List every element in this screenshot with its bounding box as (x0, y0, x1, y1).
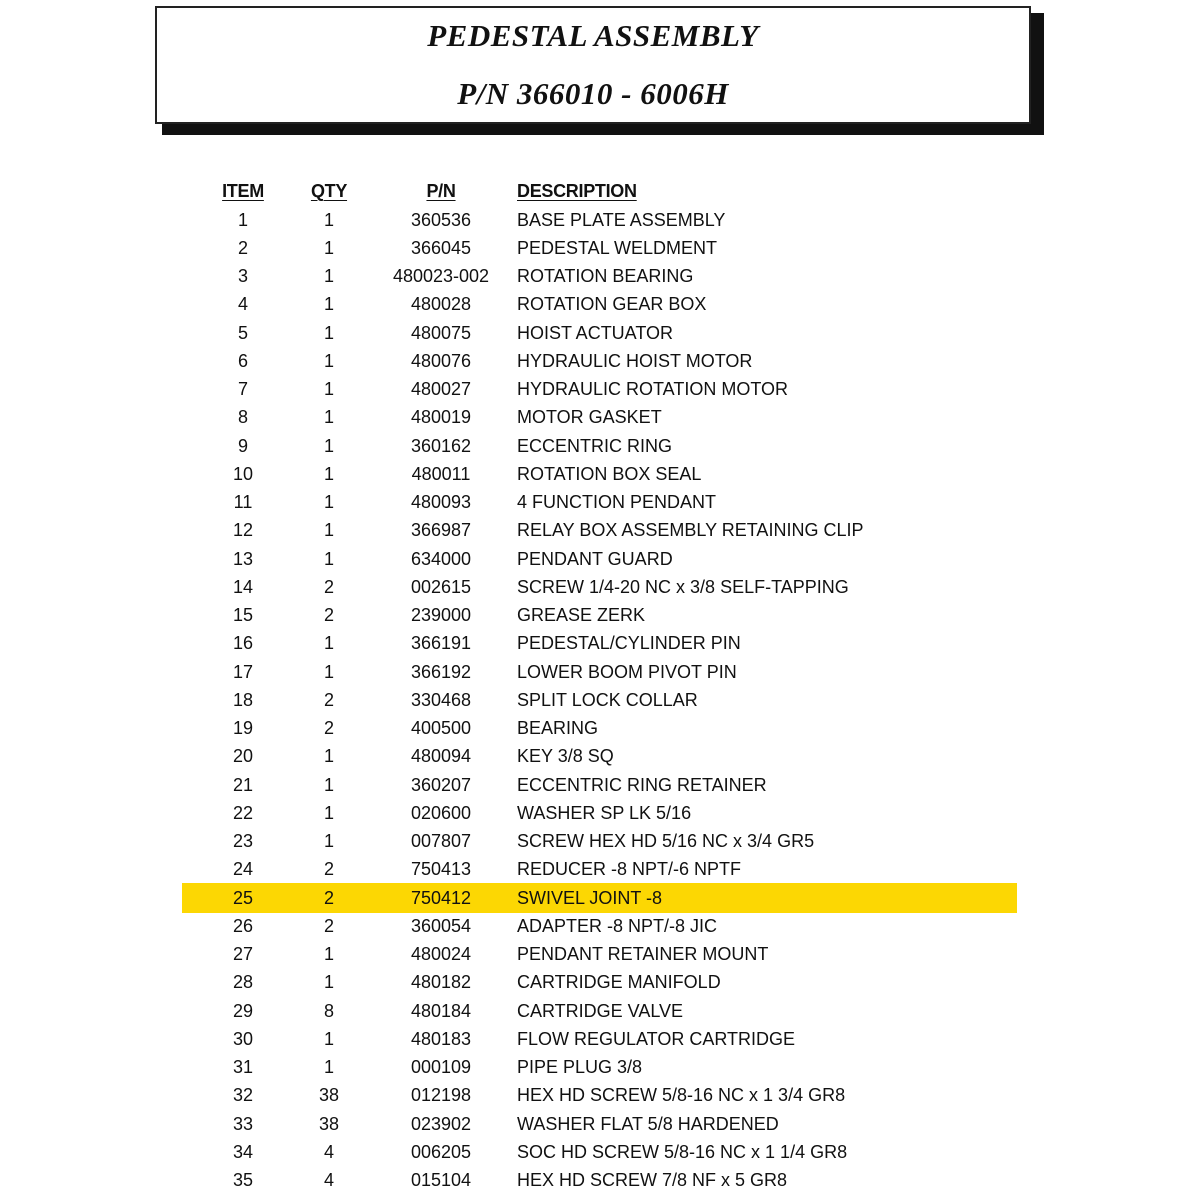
cell-item: 18 (232, 689, 254, 710)
cell-item: 21 (232, 774, 254, 795)
cell-pn: 366192 (410, 661, 472, 682)
cell-pn: 023902 (410, 1113, 472, 1134)
table-row (0, 912, 1200, 940)
table-row (0, 940, 1200, 968)
cell-pn: 750413 (410, 859, 472, 880)
cell-description: ADAPTER -8 NPT/-8 JIC (517, 915, 718, 936)
table-row (0, 771, 1200, 799)
cell-description: RELAY BOX ASSEMBLY RETAINING CLIP (517, 520, 864, 541)
cell-description: HEX HD SCREW 5/8-16 NC x 1 3/4 GR8 (517, 1085, 846, 1106)
table-row (0, 658, 1200, 686)
header-qty: QTY (310, 181, 348, 201)
table-row (0, 262, 1200, 290)
cell-item: 24 (232, 859, 254, 880)
table-row (0, 1138, 1200, 1166)
cell-pn: 480075 (410, 322, 472, 343)
cell-qty: 1 (323, 1028, 334, 1049)
table-row (0, 1081, 1200, 1109)
cell-item: 12 (232, 520, 254, 541)
cell-pn: 750412 (410, 887, 472, 908)
cell-pn: 012198 (410, 1085, 472, 1106)
table-row (0, 601, 1200, 629)
cell-pn: 480076 (410, 350, 472, 371)
table-row-highlighted (0, 884, 1200, 912)
cell-pn: 400500 (410, 718, 472, 738)
cell-item: 2 (237, 237, 248, 258)
page-title: PEDESTAL ASSEMBLY (427, 18, 759, 53)
cell-description: WASHER SP LK 5/16 (517, 802, 692, 823)
cell-item: 13 (232, 548, 254, 569)
part-number-title: P/N 366010 - 6006H (457, 76, 729, 111)
cell-item: 30 (232, 1028, 254, 1049)
cell-item: 32 (232, 1085, 254, 1106)
cell-description: WASHER FLAT 5/8 HARDENED (517, 1113, 779, 1134)
cell-pn: 480027 (410, 379, 472, 399)
cell-qty: 2 (323, 689, 334, 710)
cell-item: 19 (232, 718, 254, 738)
table-row (0, 545, 1200, 573)
cell-item: 11 (233, 492, 253, 512)
table-row (0, 206, 1200, 234)
cell-item: 35 (232, 1170, 254, 1190)
cell-description: SPLIT LOCK COLLAR (517, 689, 698, 710)
cell-item: 3 (237, 266, 248, 286)
cell-pn: 000109 (410, 1057, 472, 1077)
cell-pn: 480028 (410, 294, 472, 315)
cell-pn: 015104 (410, 1170, 472, 1190)
table-row (0, 1053, 1200, 1081)
cell-description: 4 FUNCTION PENDANT (517, 492, 717, 512)
header-pn: P/N (426, 181, 456, 201)
cell-qty: 1 (323, 831, 334, 851)
cell-item: 25 (232, 887, 254, 908)
cell-description: PENDANT GUARD (517, 548, 673, 569)
table-row (0, 714, 1200, 742)
cell-description: ROTATION BOX SEAL (517, 463, 702, 484)
cell-item: 14 (232, 576, 254, 597)
table-row (0, 460, 1200, 488)
cell-qty: 1 (323, 944, 334, 964)
cell-item: 31 (232, 1057, 254, 1077)
cell-qty: 1 (323, 661, 334, 682)
cell-qty: 2 (323, 859, 334, 880)
cell-pn: 360536 (410, 209, 472, 230)
cell-qty: 1 (323, 237, 334, 258)
cell-description: PEDESTAL/CYLINDER PIN (517, 633, 741, 654)
cell-pn: 480184 (410, 1000, 472, 1021)
cell-description: LOWER BOOM PIVOT PIN (517, 661, 737, 682)
header-item: ITEM (222, 181, 264, 201)
cell-item: 1 (237, 209, 248, 230)
cell-qty: 8 (323, 1000, 334, 1021)
cell-item: 28 (232, 972, 254, 993)
cell-pn: 366987 (410, 520, 472, 541)
cell-item: 23 (232, 831, 254, 851)
table-row (0, 827, 1200, 855)
cell-pn: 006205 (410, 1141, 472, 1162)
table-row (0, 997, 1200, 1025)
cell-pn: 480094 (410, 746, 472, 767)
cell-description: KEY 3/8 SQ (517, 746, 614, 767)
cell-pn: 366191 (410, 633, 472, 654)
cell-item: 9 (237, 435, 248, 456)
cell-pn: 480093 (410, 492, 472, 512)
cell-qty: 1 (323, 1057, 334, 1077)
cell-item: 7 (237, 379, 248, 399)
cell-description: HOIST ACTUATOR (517, 322, 674, 343)
cell-description: SOC HD SCREW 5/8-16 NC x 1 1/4 GR8 (517, 1141, 848, 1162)
cell-description: HYDRAULIC HOIST MOTOR (517, 350, 753, 371)
cell-description: GREASE ZERK (517, 605, 646, 625)
cell-description: BEARING (517, 718, 599, 738)
cell-pn: 360207 (410, 774, 472, 795)
table-row (0, 347, 1200, 375)
cell-description: ECCENTRIC RING (517, 435, 673, 456)
cell-qty: 38 (318, 1113, 340, 1134)
cell-item: 26 (232, 915, 254, 936)
cell-item: 29 (232, 1000, 254, 1021)
cell-item: 4 (237, 294, 248, 315)
cell-pn: 020600 (410, 802, 472, 823)
cell-description: PENDANT RETAINER MOUNT (517, 944, 769, 964)
cell-description: CARTRIDGE VALVE (517, 1000, 684, 1021)
cell-description: SCREW HEX HD 5/16 NC x 3/4 GR5 (517, 831, 815, 851)
cell-pn: 239000 (410, 605, 472, 625)
table-row (0, 855, 1200, 883)
cell-qty: 2 (323, 576, 334, 597)
cell-qty: 1 (323, 520, 334, 541)
cell-qty: 1 (323, 379, 334, 399)
cell-pn: 330468 (410, 689, 472, 710)
table-row (0, 742, 1200, 770)
table-row (0, 629, 1200, 657)
cell-qty: 4 (323, 1141, 334, 1162)
cell-description: SWIVEL JOINT -8 (517, 887, 663, 908)
cell-pn: 360054 (410, 915, 472, 936)
cell-item: 6 (237, 350, 248, 371)
cell-item: 8 (237, 407, 248, 428)
cell-item: 34 (232, 1141, 254, 1162)
cell-pn: 480011 (411, 463, 471, 484)
cell-description: ROTATION GEAR BOX (517, 294, 707, 315)
cell-qty: 1 (323, 633, 334, 654)
cell-description: SCREW 1/4-20 NC x 3/8 SELF-TAPPING (517, 576, 849, 597)
cell-pn: 360162 (410, 435, 472, 456)
cell-item: 20 (232, 746, 254, 767)
cell-item: 10 (232, 463, 254, 484)
cell-pn: 002615 (410, 576, 472, 597)
cell-description: REDUCER -8 NPT/-6 NPTF (517, 859, 742, 880)
table-row (0, 968, 1200, 996)
table-row (0, 290, 1200, 318)
cell-description: ROTATION BEARING (517, 266, 694, 286)
cell-description: MOTOR GASKET (517, 407, 662, 428)
cell-qty: 2 (323, 887, 334, 908)
cell-pn: 480023-002 (392, 266, 490, 286)
cell-description: PIPE PLUG 3/8 (517, 1057, 643, 1077)
cell-qty: 1 (323, 322, 334, 343)
cell-description: PEDESTAL WELDMENT (517, 237, 718, 258)
table-row (0, 488, 1200, 516)
cell-item: 33 (232, 1113, 254, 1134)
cell-qty: 2 (323, 718, 334, 738)
cell-qty: 1 (323, 972, 334, 993)
table-row (0, 573, 1200, 601)
cell-qty: 1 (323, 802, 334, 823)
table-row (0, 234, 1200, 262)
table-header-row (0, 177, 1200, 205)
cell-description: ECCENTRIC RING RETAINER (517, 774, 767, 795)
table-row (0, 1025, 1200, 1053)
cell-item: 22 (232, 802, 254, 823)
table-row (0, 1110, 1200, 1138)
cell-item: 16 (232, 633, 254, 654)
table-row (0, 319, 1200, 347)
cell-qty: 1 (323, 492, 334, 512)
cell-pn: 480019 (410, 407, 472, 428)
cell-qty: 1 (323, 435, 334, 456)
title-box (155, 6, 1031, 124)
table-row (0, 686, 1200, 714)
cell-qty: 1 (323, 294, 334, 315)
cell-description: HEX HD SCREW 7/8 NF x 5 GR8 (517, 1170, 788, 1190)
cell-item: 5 (237, 322, 248, 343)
cell-pn: 480024 (410, 944, 472, 964)
cell-qty: 1 (323, 209, 334, 230)
table-row (0, 403, 1200, 431)
cell-qty: 1 (323, 548, 334, 569)
cell-qty: 1 (323, 350, 334, 371)
table-row (0, 516, 1200, 544)
cell-pn: 480183 (410, 1028, 472, 1049)
table-row (0, 375, 1200, 403)
cell-qty: 4 (323, 1170, 334, 1190)
table-row (0, 432, 1200, 460)
cell-item: 15 (232, 605, 254, 625)
cell-description: CARTRIDGE MANIFOLD (517, 972, 721, 993)
cell-item: 27 (232, 944, 254, 964)
cell-qty: 1 (323, 774, 334, 795)
cell-pn: 007807 (410, 831, 472, 851)
cell-qty: 2 (323, 915, 334, 936)
cell-description: HYDRAULIC ROTATION MOTOR (517, 379, 789, 399)
cell-pn: 480182 (410, 972, 472, 993)
cell-pn: 634000 (410, 548, 472, 569)
table-row (0, 1166, 1200, 1194)
cell-description: BASE PLATE ASSEMBLY (517, 209, 726, 230)
header-description: DESCRIPTION (517, 181, 637, 201)
cell-item: 17 (232, 661, 254, 682)
cell-pn: 366045 (410, 237, 472, 258)
cell-qty: 1 (323, 266, 334, 286)
cell-description: FLOW REGULATOR CARTRIDGE (517, 1028, 796, 1049)
cell-qty: 1 (323, 746, 334, 767)
table-row (0, 799, 1200, 827)
cell-qty: 38 (318, 1085, 340, 1106)
cell-qty: 2 (323, 605, 334, 625)
cell-qty: 1 (323, 407, 334, 428)
cell-qty: 1 (323, 463, 334, 484)
